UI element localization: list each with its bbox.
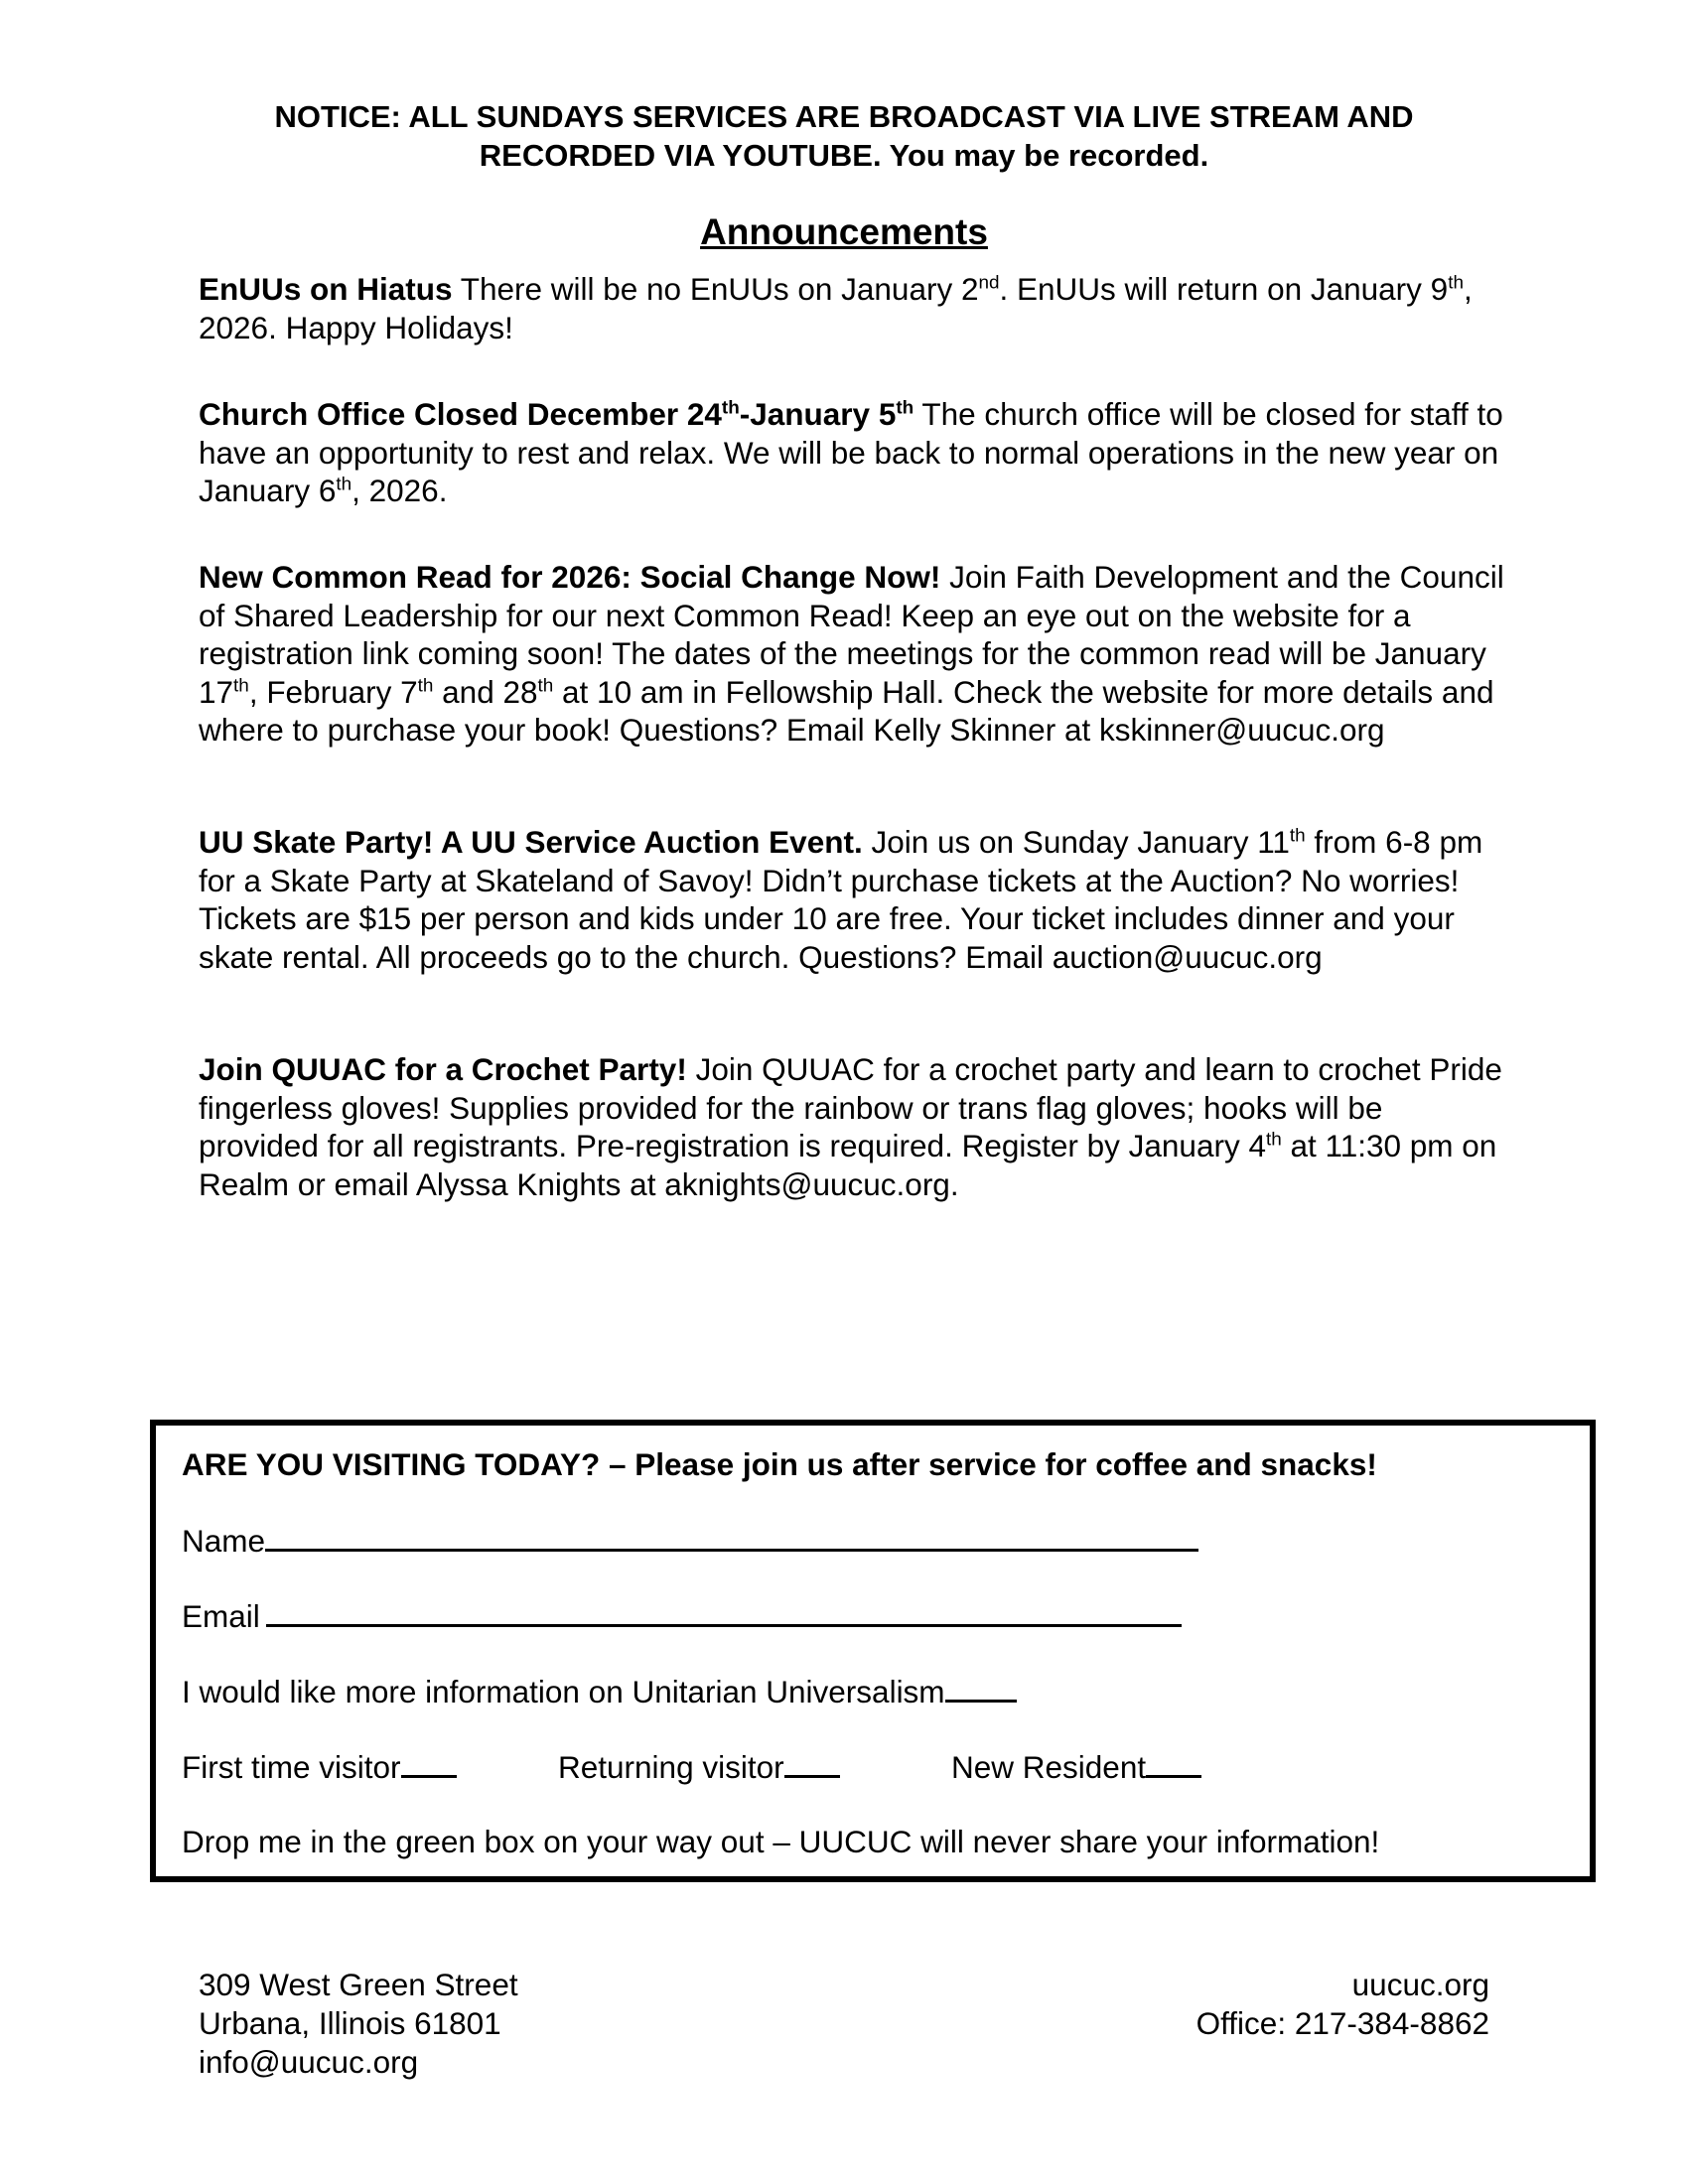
footer-address bbox=[199, 1966, 518, 2082]
new-resident-row bbox=[951, 1747, 1201, 1786]
notice-line-1: NOTICE: ALL SUNDAYS SERVICES ARE BROADCAST VIA LIVE STREAM AND bbox=[274, 99, 1414, 134]
new-resident-label: New Resident bbox=[951, 1749, 1147, 1785]
email-label: Email bbox=[182, 1598, 260, 1634]
new-resident-blank[interactable] bbox=[1146, 1747, 1201, 1778]
announcement-title: Join QUUAC for a Crochet Party! bbox=[199, 1051, 687, 1087]
name-label: Name bbox=[182, 1523, 266, 1559]
returning-blank[interactable] bbox=[784, 1747, 840, 1778]
more-info-blank[interactable] bbox=[945, 1672, 1017, 1703]
visitor-card-heading: ARE YOU VISITING TODAY? – Please join us after service for coffee and snacks! bbox=[182, 1446, 1377, 1482]
notice-line-2: RECORDED VIA YOUTUBE. You may be recorded. bbox=[479, 138, 1209, 173]
address-line-1: 309 West Green Street bbox=[199, 1967, 518, 2002]
footer-contact bbox=[1196, 1966, 1489, 2043]
announcement-enuus-hiatus: EnUUs on Hiatus There will be no EnUUs on January 2nd. EnUUs will return on January 9th, 2026. Happy Holidays! bbox=[199, 271, 1473, 345]
name-blank-line[interactable] bbox=[265, 1521, 1198, 1552]
first-time-label: First time visitor bbox=[182, 1749, 401, 1785]
announcement-common-read: New Common Read for 2026: Social Change Now! Join Faith Development and the Council of Shared Leadership for our next Common Read! Keep an eye out on the website for a registration link coming soon! The dates of the meetings for the common read will be January 17th, February 7th and 28th at 10 am in Fellowship Hall. Check the website for more details and where to purchase your book! Questions? Email Kelly Skinner at kskinner@uucuc.org bbox=[199, 559, 1504, 748]
announcement-title: New Common Read for 2026: Social Change Now! bbox=[199, 559, 941, 595]
name-field-row bbox=[182, 1521, 1198, 1560]
announcement-office-closed: Church Office Closed December 24th-January 5th The church office will be closed for staff to have an opportunity to rest and relax. We will be back to normal operations in the new year on January 6th, 2026. bbox=[199, 396, 1503, 508]
contact-email: info@uucuc.org bbox=[199, 2044, 419, 2080]
returning-label: Returning visitor bbox=[558, 1749, 784, 1785]
announcement-title: UU Skate Party! A UU Service Auction Event. bbox=[199, 824, 863, 860]
announcement-title: EnUUs on Hiatus bbox=[199, 271, 453, 307]
announcement-skate-party: UU Skate Party! A UU Service Auction Event. Join us on Sunday January 11th from 6-8 pm for a Skate Party at Skateland of Savoy! Didn’t purchase tickets at the Auction? No worries! Tickets are $15 per person and kids under 10 are free. Your ticket includes dinner and your skate rental. All proceeds go to the church. Questions? Email auction@uucuc.org bbox=[199, 824, 1483, 975]
broadcast-notice bbox=[199, 97, 1489, 175]
announcement-title: Church Office Closed December 24th-January 5th bbox=[199, 396, 914, 432]
address-line-2: Urbana, Illinois 61801 bbox=[199, 2005, 501, 2041]
website-link: uucuc.org bbox=[1351, 1967, 1489, 2002]
returning-row bbox=[558, 1747, 840, 1786]
visitor-type-row bbox=[182, 1747, 457, 1786]
more-info-row bbox=[182, 1672, 1017, 1710]
more-info-label: I would like more information on Unitarian Universalism bbox=[182, 1674, 945, 1709]
email-blank-line[interactable] bbox=[266, 1596, 1182, 1627]
announcements-heading: Announcements bbox=[700, 211, 988, 252]
email-field-row bbox=[182, 1596, 1182, 1635]
announcement-crochet-party: Join QUUAC for a Crochet Party! Join QUUAC for a crochet party and learn to crochet Pride fingerless gloves! Supplies provided for the rainbow or trans flag gloves; hooks will be provided for all registrants. Pre-registration is required. Register by January 4th at 11:30 pm on Realm or email Alyssa Knights at aknights@uucuc.org. bbox=[199, 1051, 1502, 1202]
visitor-card bbox=[150, 1420, 1596, 1882]
office-phone: Office: 217-384-8862 bbox=[1196, 2005, 1489, 2041]
drop-note: Drop me in the green box on your way out – UUCUC will never share your information! bbox=[182, 1824, 1380, 1859]
first-time-blank[interactable] bbox=[401, 1747, 457, 1778]
